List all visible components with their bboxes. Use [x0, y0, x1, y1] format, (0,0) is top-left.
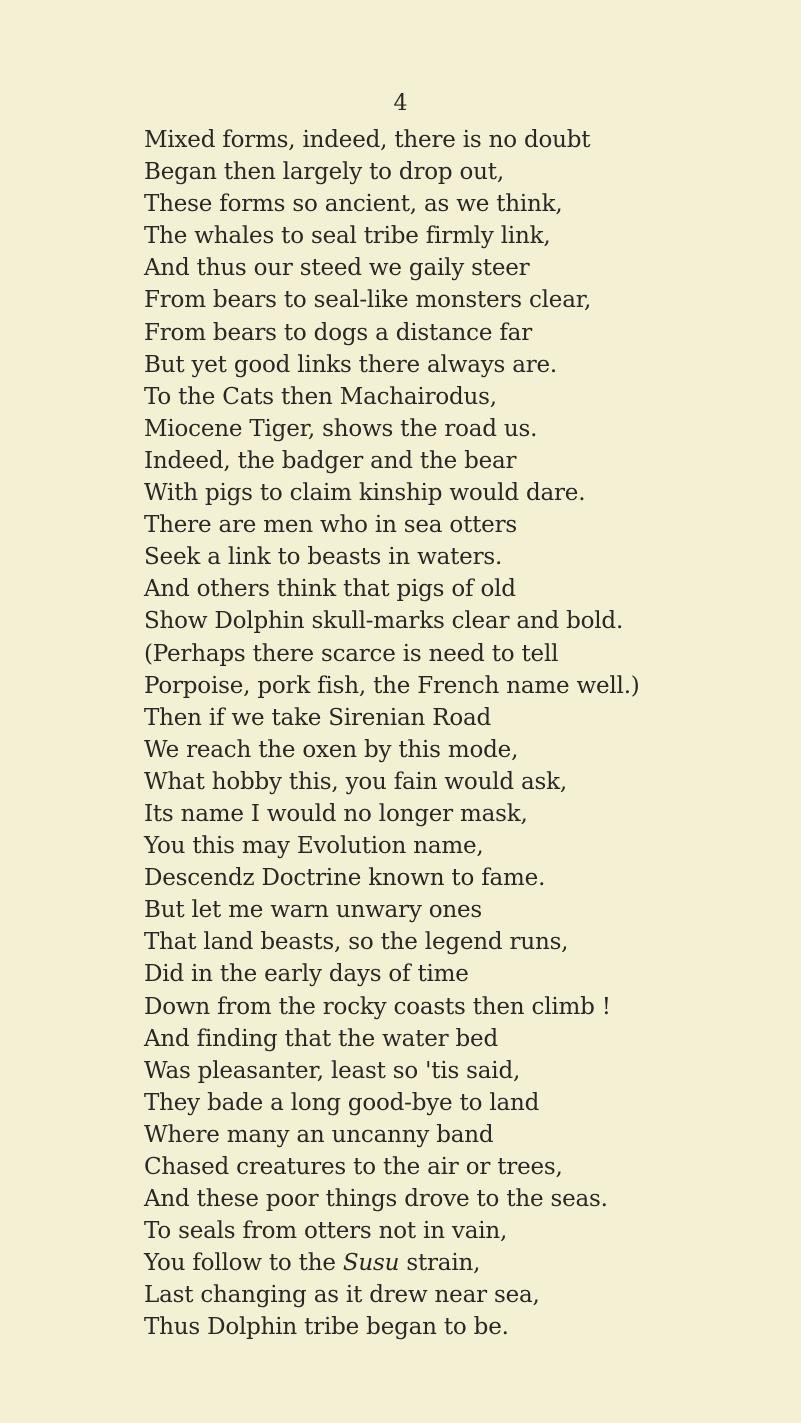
poem-line: Where many an uncanny band: [144, 1121, 494, 1148]
poem-line: Miocene Tiger, shows the road us.: [144, 415, 538, 442]
poem-line: And finding that the water bed: [144, 1025, 498, 1052]
poem-line: We reach the oxen by this mode,: [144, 736, 519, 763]
poem-line: And these poor things drove to the seas.: [144, 1186, 608, 1213]
line-text-after: strain,: [399, 1250, 481, 1277]
poem-line: That land beasts, so the legend runs,: [144, 929, 569, 956]
poem-line: Thus Dolphin tribe began to be.: [144, 1314, 509, 1341]
poem-text: [144, 124, 784, 1344]
poem-line: (Perhaps there scarce is need to tell: [144, 640, 559, 667]
poem-line: With pigs to claim kinship would dare.: [144, 480, 586, 507]
poem-line: What hobby this, you fain would ask,: [144, 768, 567, 795]
poem-line: To seals from otters not in vain,: [144, 1218, 508, 1245]
italic-word: Susu: [342, 1250, 400, 1277]
poem-line: Show Dolphin skull-marks clear and bold.: [144, 608, 624, 635]
poem-line: Did in the early days of time: [144, 961, 469, 988]
poem-line: Descendz Doctrine known to fame.: [144, 865, 546, 892]
poem-line: There are men who in sea otters: [144, 512, 517, 539]
poem-line: From bears to seal-like monsters clear,: [144, 287, 592, 314]
poem-line: And thus our steed we gaily steer: [144, 255, 530, 282]
page-number: 4: [393, 91, 408, 116]
poem-line: They bade a long good-bye to land: [144, 1089, 540, 1116]
poem-line: Last changing as it drew near sea,: [144, 1282, 540, 1309]
poem-line: Down from the rocky coasts then climb !: [144, 993, 611, 1020]
poem-line: Was pleasanter, least so 'tis said,: [144, 1057, 521, 1084]
poem-line: These forms so ancient, as we think,: [144, 191, 563, 218]
poem-line: Then if we take Sirenian Road: [144, 704, 492, 731]
poem-line: But let me warn unwary ones: [144, 897, 483, 924]
line-text-before: You follow to the: [144, 1250, 343, 1277]
poem-line: Indeed, the badger and the bear: [144, 447, 517, 474]
poem-line: You this may Evolution name,: [144, 833, 484, 860]
poem-line: Its name I would no longer mask,: [144, 800, 528, 827]
poem-line-with-italic: [144, 1247, 784, 1279]
poem-line: The whales to seal tribe firmly link,: [144, 223, 551, 250]
poem-line: To the Cats then Machairodus,: [144, 383, 497, 410]
poem-line: Chased creatures to the air or trees,: [144, 1154, 563, 1180]
poem-line: But yet good links there always are.: [144, 351, 558, 378]
poem-line: Began then largely to drop out,: [144, 159, 504, 186]
poem-line: Porpoise, pork fish, the French name well.): [144, 672, 640, 699]
poem-line: Seek a link to beasts in waters.: [144, 544, 503, 571]
poem-line: And others think that pigs of old: [144, 576, 516, 603]
poem-line: From bears to dogs a distance far: [144, 319, 532, 346]
poem-line: Mixed forms, indeed, there is no doubt: [144, 127, 591, 153]
